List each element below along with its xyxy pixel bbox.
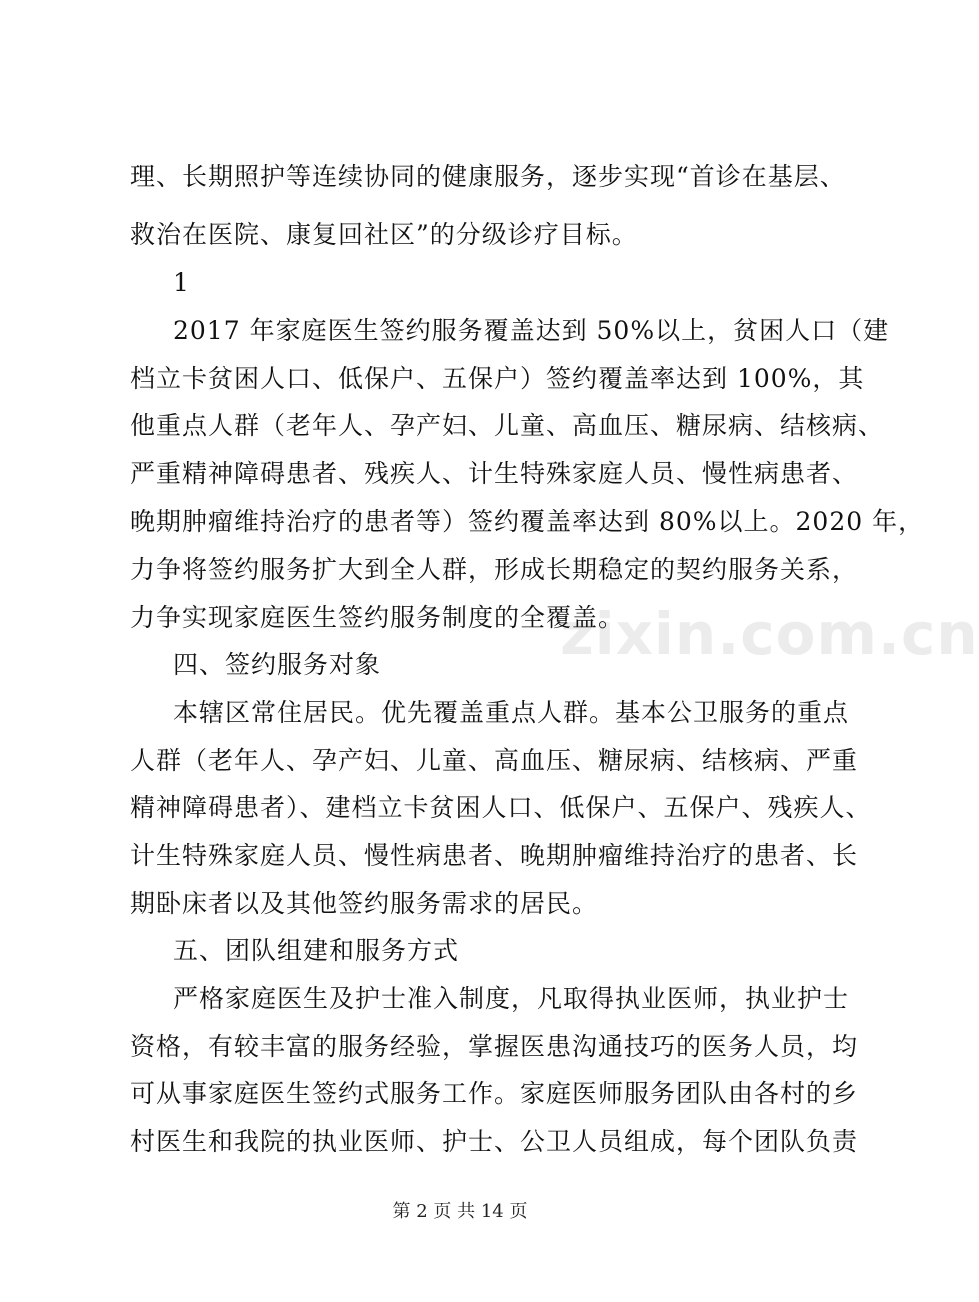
paragraph-line: 严格家庭医生及护士准入制度，凡取得执业医师，执业护士: [173, 984, 850, 1013]
paragraph-line: 力争实现家庭医生签约服务制度的全覆盖。: [130, 603, 625, 632]
paragraph-line: 村医生和我院的执业医师、护士、公卫人员组成，每个团队负责: [130, 1127, 859, 1156]
paragraph-line: 他重点人群（老年人、孕产妇、儿童、高血压、糖尿病、结核病、: [130, 411, 885, 440]
paragraph-line: 2017 年家庭医生签约服务覆盖达到 50%以上，贫困人口（建: [173, 316, 890, 345]
paragraph-line: 晚期肿瘤维持治疗的患者等）签约覆盖率达到 80%以上。2020 年，: [130, 507, 925, 536]
paragraph-line: 可从事家庭医生签约式服务工作。家庭医师服务团队由各村的乡: [130, 1079, 859, 1108]
paragraph-line: 理、长期照护等连续协同的健康服务，逐步实现“首诊在基层、: [130, 162, 846, 191]
paragraph-line: 档立卡贫困人口、低保户、五保户）签约覆盖率达到 100%，其: [130, 364, 865, 393]
paragraph-line: 精神障碍患者）、建档立卡贫困人口、低保户、五保户、残疾人、: [130, 793, 872, 822]
section-heading: 四、签约服务对象: [173, 650, 382, 679]
paragraph-line: 计生特殊家庭人员、慢性病患者、晚期肿瘤维持治疗的患者、长: [130, 841, 859, 870]
paragraph-line: 人群（老年人、孕产妇、儿童、高血压、糖尿病、结核病、严重: [130, 746, 859, 775]
paragraph-line: 救治在医院、康复回社区”的分级诊疗目标。: [130, 220, 638, 249]
paragraph-line: 期卧床者以及其他签约服务需求的居民。: [130, 889, 599, 918]
paragraph-line: 力争将签约服务扩大到全人群，形成长期稳定的契约服务关系，: [130, 555, 859, 584]
page-footer: 第 2 页 共 14 页: [392, 1201, 528, 1222]
section-heading: 五、团队组建和服务方式: [173, 936, 460, 965]
paragraph-line: 严重精神障碍患者、残疾人、计生特殊家庭人员、慢性病患者、: [130, 459, 859, 488]
watermark: zixin.com.cn: [560, 600, 979, 668]
page-number-marker: 1: [173, 268, 190, 297]
paragraph-line: 资格，有较丰富的服务经验，掌握医患沟通技巧的医务人员，均: [130, 1032, 859, 1061]
paragraph-line: 本辖区常住居民。优先覆盖重点人群。基本公卫服务的重点: [173, 698, 850, 727]
